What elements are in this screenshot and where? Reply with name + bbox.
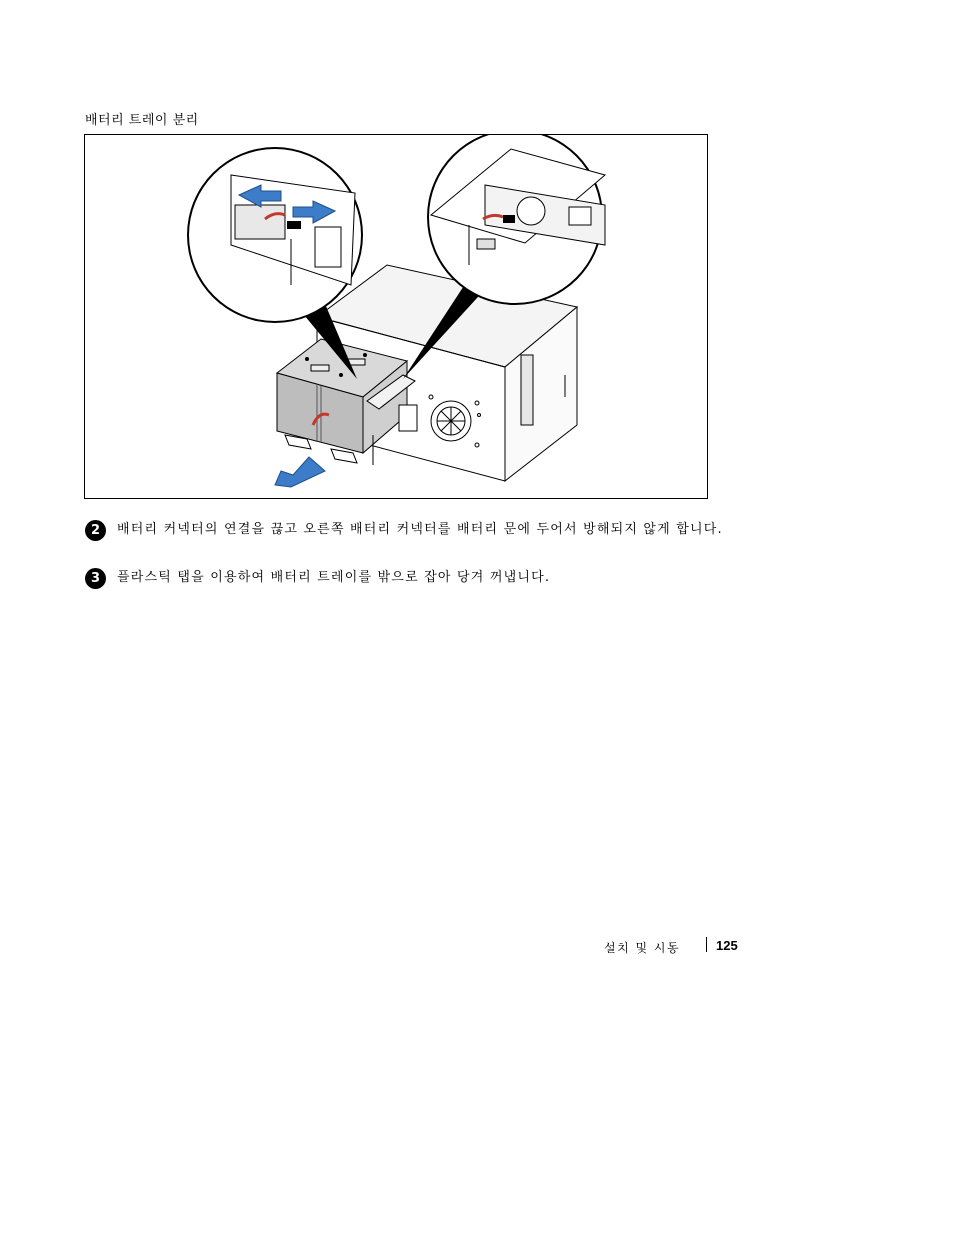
step-number-badge: 3: [85, 568, 106, 589]
left-callout-connector-detail: [187, 147, 363, 379]
step-text: 배터리 커넥터의 연결을 끊고 오른쪽 배터리 커넥터를 배터리 문에 두어서 방해되지 않게 합니다.: [117, 522, 723, 537]
figure-caption: 배터리 트레이 분리: [85, 113, 199, 128]
page-number: 125: [716, 938, 738, 953]
illustration-svg: [85, 135, 707, 498]
step-text: 플라스틱 탭을 이용하여 배터리 트레이를 밖으로 잡아 당겨 꺼냅니다.: [117, 570, 551, 585]
footer-separator: [706, 937, 707, 952]
footer-section-title: 설치 및 시동: [604, 941, 681, 955]
pull-direction-arrow: [275, 457, 325, 487]
step-number-badge: 2: [85, 520, 106, 541]
battery-tray-illustration: [84, 134, 708, 499]
